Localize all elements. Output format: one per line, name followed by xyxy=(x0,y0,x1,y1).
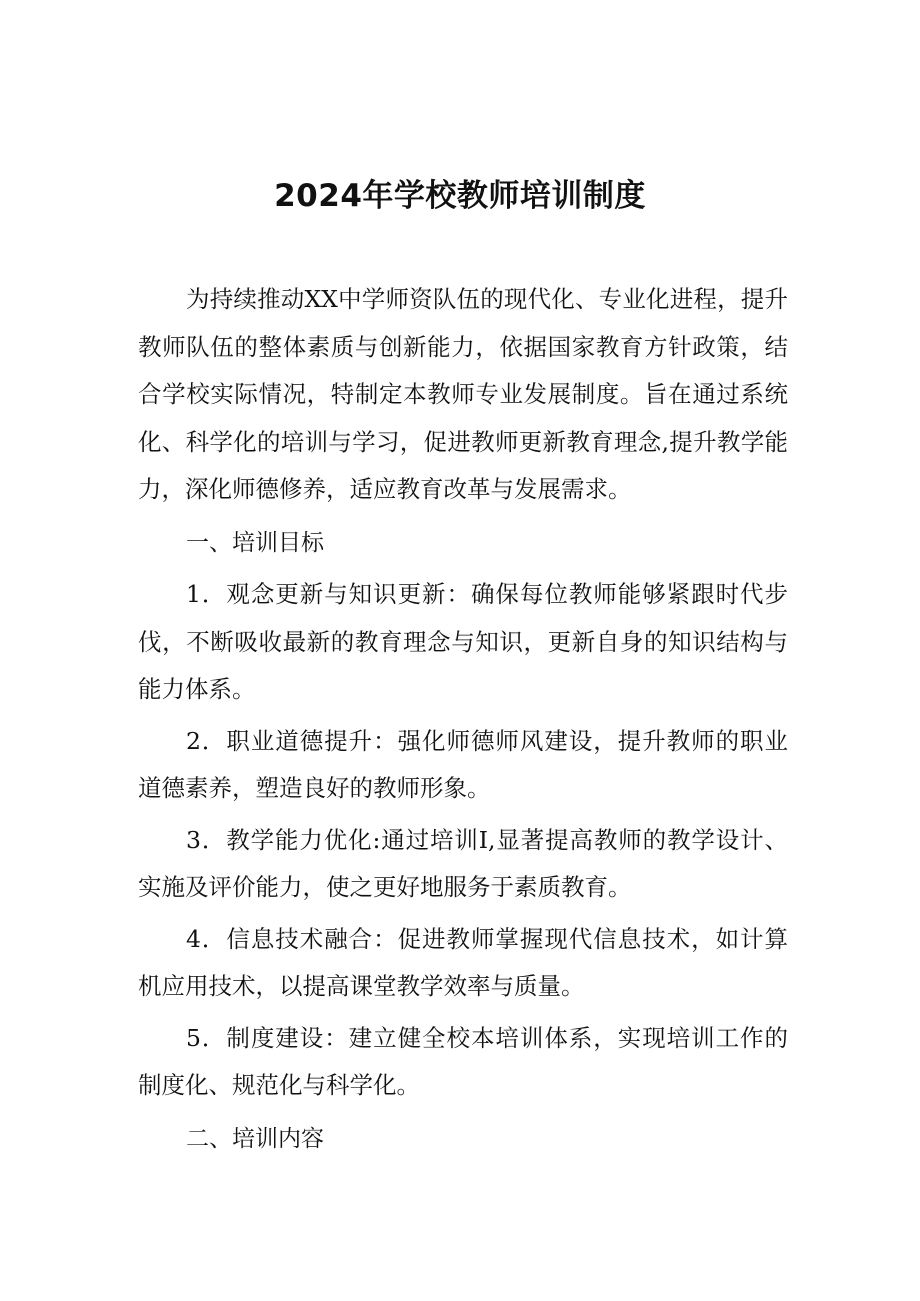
goal-item-1: 1．观念更新与知识更新：确保每位教师能够紧跟时代步伐，不断吸收最新的教育理念与知识，更新自身的知识结构与能力体系。 xyxy=(138,580,788,703)
document-body xyxy=(138,276,788,1167)
goal-item-2: 2．职业道德提升：强化师德师风建设，提升教师的职业道德素养，塑造良好的教师形象。 xyxy=(138,726,788,802)
goal-item-4: 4．信息技术融合：促进教师掌握现代信息技术，如计算机应用技术，以提高课堂教学效率与质量。 xyxy=(138,924,788,1000)
goal-item-3: 3．教学能力优化:通过培训I,显著提高教师的教学设计、实施及评价能力，使之更好地服务于素质教育。 xyxy=(138,825,788,901)
document-title: 2024年学校教师培训制度 xyxy=(274,178,646,214)
section-heading-content: 二、培训内容 xyxy=(186,1125,324,1152)
intro-paragraph: 为持续推动XX中学师资队伍的现代化、专业化进程，提升教师队伍的整体素质与创新能力，依据国家教育方针政策，结合学校实际情况，特制定本教师专业发展制度。旨在通过系统化、科学化的培训与学习，促进教师更新教育理念,提升教学能力，深化师德修养，适应教育改革与发展需求。 xyxy=(138,285,788,503)
goal-item-5: 5．制度建设：建立健全校本培训体系，实现培训工作的制度化、规范化与科学化。 xyxy=(138,1023,788,1099)
section-heading-goals: 一、培训目标 xyxy=(186,529,324,556)
